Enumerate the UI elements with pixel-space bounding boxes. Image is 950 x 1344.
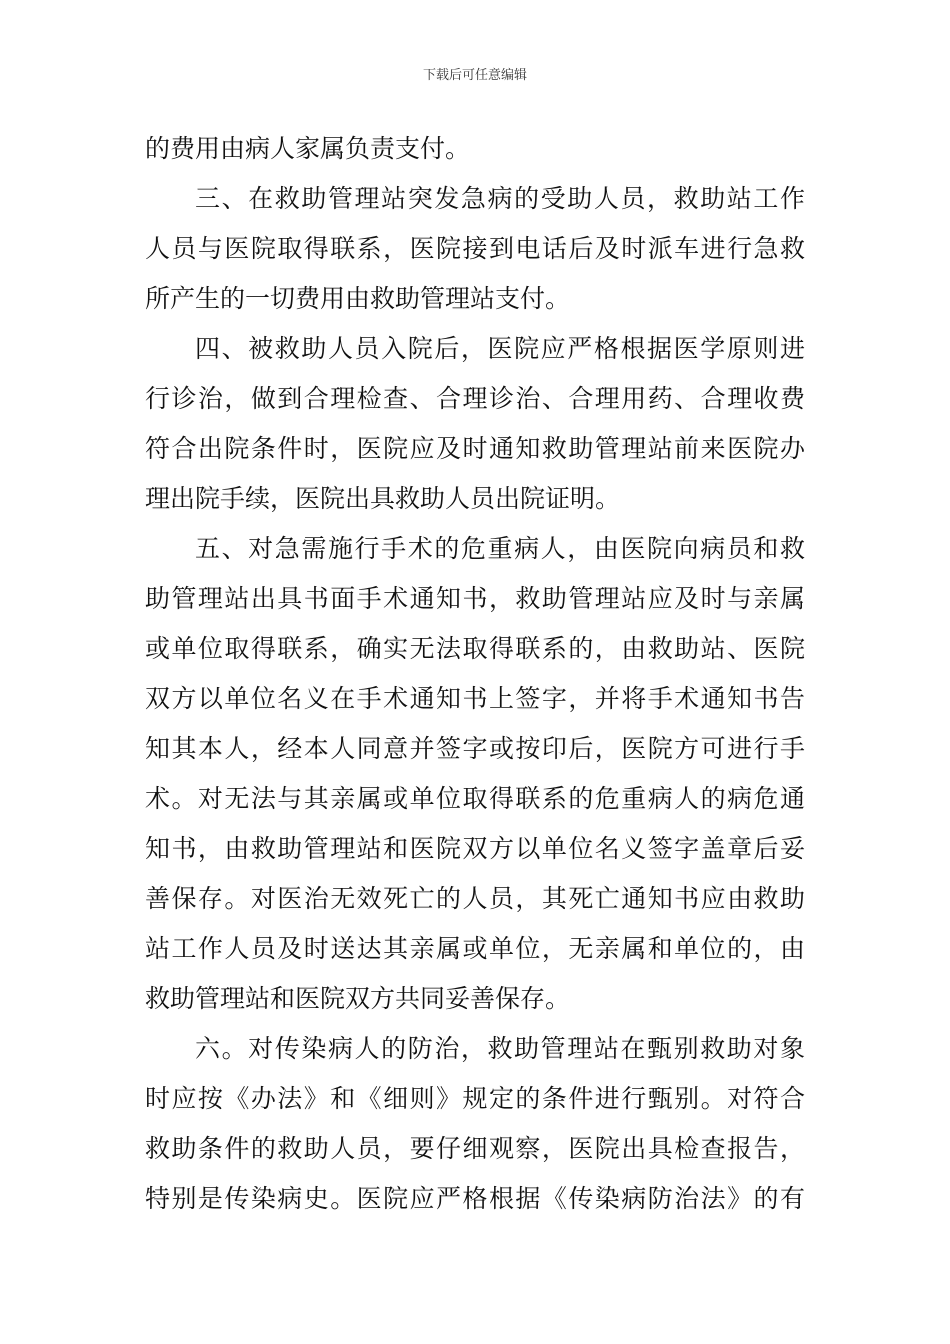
page-header: 下载后可任意编辑	[422, 68, 527, 83]
text-line: 人员与医院取得联系，医院接到电话后及时派车进行急救	[145, 234, 805, 263]
document-body	[145, 124, 805, 1224]
text-line: 或单位取得联系，确实无法取得联系的，由救助站、医院	[145, 634, 805, 663]
text-line: 救助条件的救助人员，要仔细观察，医院出具检查报告，	[145, 1134, 805, 1163]
text-line: 术。对无法与其亲属或单位取得联系的危重病人的病危通	[145, 784, 805, 813]
text-line: 双方以单位名义在手术通知书上签字，并将手术通知书告	[145, 684, 805, 713]
text-line: 站工作人员及时送达其亲属或单位，无亲属和单位的，由	[145, 934, 805, 963]
text-line: 时应按《办法》和《细则》规定的条件进行甄别。对符合	[145, 1084, 805, 1113]
text-line: 知其本人，经本人同意并签字或按印后，医院方可进行手	[145, 734, 805, 763]
paragraph-5-start: 五、对急需施行手术的危重病人，由医院向病员和救	[195, 534, 805, 563]
text-line: 善保存。对医治无效死亡的人员，其死亡通知书应由救助	[145, 884, 805, 913]
text-line: 行诊治，做到合理检查、合理诊治、合理用药、合理收费	[145, 384, 805, 413]
text-line: 理出院手续，医院出具救助人员出院证明。	[145, 484, 621, 513]
paragraph-6-start: 六。对传染病人的防治，救助管理站在甄别救助对象	[195, 1034, 805, 1063]
text-line: 所产生的一切费用由救助管理站支付。	[145, 284, 571, 313]
text-line: 救助管理站和医院双方共同妥善保存。	[145, 984, 571, 1013]
text-line: 知书，由救助管理站和医院双方以单位名义签字盖章后妥	[145, 834, 805, 863]
paragraph-3-start: 三、在救助管理站突发急病的受助人员，救助站工作	[195, 184, 805, 213]
text-line: 助管理站出具书面手术通知书，救助管理站应及时与亲属	[145, 584, 805, 613]
text-line: 特别是传染病史。医院应严格根据《传染病防治法》的有	[145, 1184, 805, 1213]
text-line: 符合出院条件时，医院应及时通知救助管理站前来医院办	[145, 434, 805, 463]
paragraph-4-start: 四、被救助人员入院后，医院应严格根据医学原则进	[195, 334, 805, 363]
text-line: 的费用由病人家属负责支付。	[145, 134, 471, 163]
